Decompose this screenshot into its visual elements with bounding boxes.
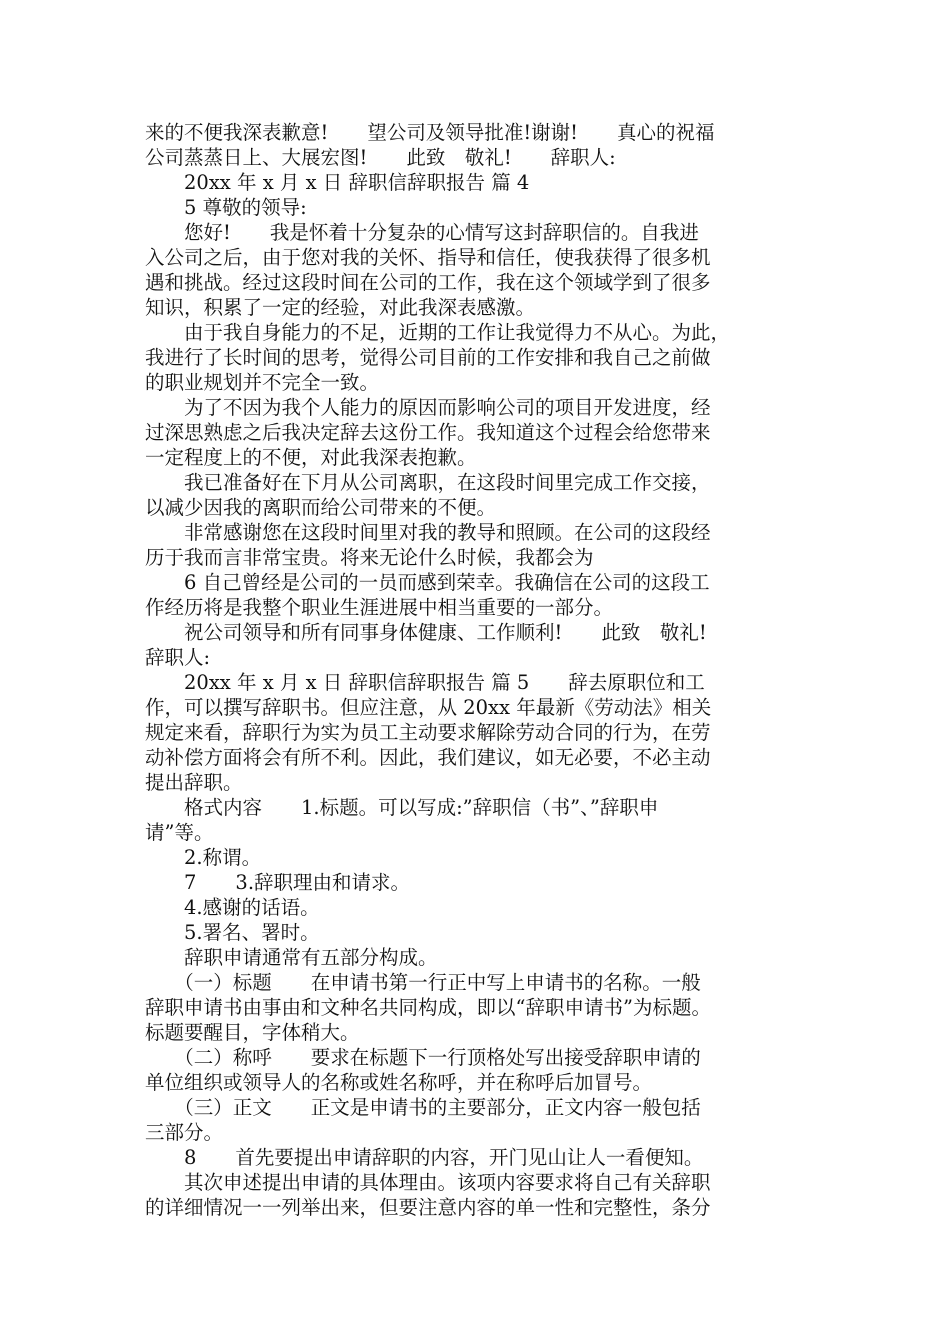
text-line: 其次申述提出申请的具体理由。该项内容要求将自己有关辞职 xyxy=(145,1171,711,1194)
text-line: 格式内容 1.标题。可以写成:”辞职信（书”、”辞职申 xyxy=(145,796,659,819)
text-line: 规定来看，辞职行为实为员工主动要求解除劳动合同的行为，在劳 xyxy=(145,721,711,744)
text-line: 公司蒸蒸日上、大展宏图! 此致 敬礼! 辞职人: xyxy=(145,146,616,169)
text-line: 4.感谢的话语。 xyxy=(145,896,320,919)
document-body xyxy=(145,120,825,1220)
text-line: 辞职人: xyxy=(145,646,211,669)
text-line: 2.称谓。 xyxy=(145,846,262,869)
text-line: 7 3.辞职理由和请求。 xyxy=(145,871,411,894)
text-line: 您好! 我是怀着十分复杂的心情写这封辞职信的。自我进 xyxy=(145,221,699,244)
text-line: 历于我而言非常宝贵。将来无论什么时候，我都会为 xyxy=(145,546,594,569)
text-line: 作经历将是我整个职业生涯进展中相当重要的一部分。 xyxy=(145,596,614,619)
text-line: 请”等。 xyxy=(145,821,214,844)
text-line: 我已准备好在下月从公司离职，在这段时间里完成工作交接， xyxy=(145,471,711,494)
text-line: 来的不便我深表歉意! 望公司及领导批准!谢谢! 真心的祝福 xyxy=(145,121,715,144)
text-line: 6 自己曾经是公司的一员而感到荣幸。我确信在公司的这段工 xyxy=(145,571,710,594)
text-line: 作，可以撰写辞职书。但应注意，从 20xx 年最新《劳动法》相关 xyxy=(145,696,712,719)
text-line: 遇和挑战。经过这段时间在公司的工作，我在这个领域学到了很多 xyxy=(145,271,711,294)
text-line: 5.署名、署时。 xyxy=(145,921,320,944)
text-line: 为了不因为我个人能力的原因而影响公司的项目开发进度，经 xyxy=(145,396,711,419)
text-line: 三部分。 xyxy=(145,1121,224,1144)
text-line: （二）称呼 要求在标题下一行顶格处写出接受辞职申请的 xyxy=(145,1046,701,1069)
text-line: 标题要醒目，字体稍大。 xyxy=(145,1021,360,1044)
text-line: 的职业规划并不完全一致。 xyxy=(145,371,380,394)
text-line: 一定程度上的不便，对此我深表抱歉。 xyxy=(145,446,477,469)
text-line: （一）标题 在申请书第一行正中写上申请书的名称。一般 xyxy=(145,971,701,994)
text-line: 入公司之后，由于您对我的关怀、指导和信任，使我获得了很多机 xyxy=(145,246,711,269)
text-line: 以减少因我的离职而给公司带来的不便。 xyxy=(145,496,497,519)
text-line: 动补偿方面将会有所不利。因此，我们建议，如无必要，不必主动 xyxy=(145,746,711,769)
text-line: 辞职申请通常有五部分构成。 xyxy=(145,946,438,969)
text-line: 的详细情况一一列举出来，但要注意内容的单一性和完整性，条分 xyxy=(145,1196,711,1219)
text-line: 我进行了长时间的思考，觉得公司目前的工作安排和我自己之前做 xyxy=(145,346,711,369)
text-line: 8 首先要提出申请辞职的内容，开门见山让人一看便知。 xyxy=(145,1146,704,1169)
text-line: 20xx 年 x 月 x 日 辞职信辞职报告 篇 4 xyxy=(145,171,530,194)
text-line: 5 尊敬的领导: xyxy=(145,196,307,219)
text-line: 过深思熟虑之后我决定辞去这份工作。我知道这个过程会给您带来 xyxy=(145,421,711,444)
text-line: 知识，积累了一定的经验，对此我深表感激。 xyxy=(145,296,536,319)
text-line: 辞职申请书由事由和文种名共同构成，即以“辞职申请书”为标题。 xyxy=(145,996,711,1019)
text-line: 由于我自身能力的不足，近期的工作让我觉得力不从心。为此， xyxy=(145,321,731,344)
text-line: 非常感谢您在这段时间里对我的教导和照顾。在公司的这段经 xyxy=(145,521,711,544)
text-line: （三）正文 正文是申请书的主要部分，正文内容一般包括 xyxy=(145,1096,701,1119)
text-line: 20xx 年 x 月 x 日 辞职信辞职报告 篇 5 辞去原职位和工 xyxy=(145,671,705,694)
text-line: 单位组织或领导人的名称或姓名称呼，并在称呼后加冒号。 xyxy=(145,1071,653,1094)
text-line: 祝公司领导和所有同事身体健康、工作顺利! 此致 敬礼! xyxy=(145,621,707,644)
text-line: 提出辞职。 xyxy=(145,771,243,794)
